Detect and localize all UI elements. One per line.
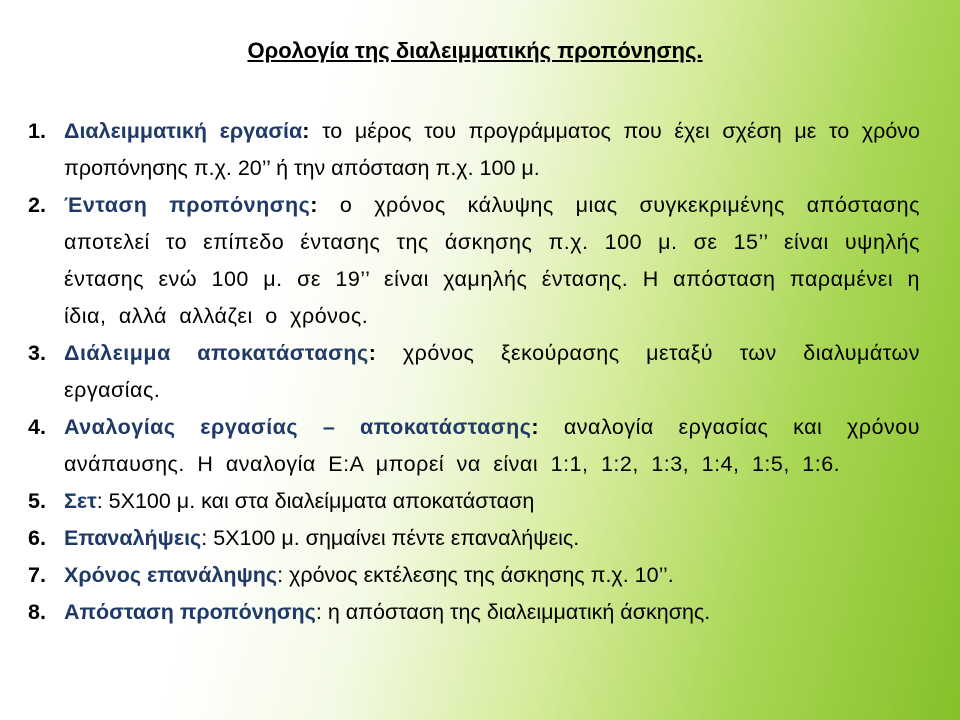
item-number: 5. [28,489,46,513]
list-item [28,113,920,187]
item-description: 5Χ100 μ. σημαίνει πέντε επαναλήψεις. [207,526,580,550]
item-text [64,187,920,335]
item-text [64,594,920,631]
item-description: χρόνος ξεκούρασης μεταξύ των διαλυμάτων εργασίας. [64,341,921,402]
item-separator: : [96,489,103,513]
item-text [64,483,920,520]
terminology-list [28,113,920,631]
item-separator: : [315,600,322,624]
item-description: αναλογία εργασίας και χρόνου ανάπαυσης. Η αναλογία Ε:Α μπορεί να είναι 1:1, 1:2, 1:3, 1:4, 1:5, 1:6. [64,415,920,476]
item-number: 2. [28,193,46,217]
item-description: ο χρόνος κάλυψης μιας συγκεκριμένης απόστασης αποτελεί το επίπεδο έντασης της άσκησης π.χ. 100 μ. σε 15’’ είναι υψηλής έντασης ενώ 100 μ. σε 19’’ είναι χαμηλής έντασης. Η απόσταση παραμένει η ίδια, αλλά αλλάζει ο χρόνος. [64,193,920,328]
item-number: 7. [28,563,46,587]
item-number: 3. [28,341,46,365]
item-number: 6. [28,526,46,550]
item-text [64,335,920,409]
item-term: Απόσταση προπόνησης [64,600,316,624]
list-item [28,335,920,409]
item-number: 4. [28,415,46,439]
item-term: Χρόνος επανάληψης [64,563,278,587]
item-separator: : [277,563,284,587]
item-text [64,557,920,594]
item-text [64,113,920,187]
item-description: η απόσταση της διαλειμματική άσκησης. [321,600,711,624]
item-description: 5Χ100 μ. και στα διαλείμματα αποκατάσταση [102,489,535,513]
item-term: Επαναλήψεις [64,526,202,550]
item-separator: : [310,193,318,217]
item-number: 1. [28,119,46,143]
item-term: Διάλειμμα αποκατάστασης [64,341,369,365]
item-description: το μέρος του προγράμματος που έχει σχέση με το χρόνο προπόνησης π.χ. 20’’ ή την απόσταση π.χ. 100 μ. [64,119,920,180]
list-item [28,557,920,594]
list-item [28,520,920,557]
item-text [64,520,920,557]
item-separator: : [531,415,540,439]
list-item [28,409,920,483]
item-term: Σετ [64,489,97,513]
item-description: χρόνος εκτέλεσης της άσκησης π.χ. 10’’. [283,563,674,587]
list-item [28,187,920,335]
item-term: Αναλογίας εργασίας – αποκατάστασης [64,415,532,439]
list-item [28,594,920,631]
list-item [28,483,920,520]
slide-title: Ορολογία της διαλειμματικής προπόνησης. [247,38,703,63]
item-term: Ένταση προπόνησης [64,193,311,217]
item-separator: : [302,119,310,143]
item-text [64,409,920,483]
item-separator: : [368,341,377,365]
item-separator: : [201,526,208,550]
item-term: Διαλειμματική εργασία [64,119,303,143]
item-number: 8. [28,600,46,624]
